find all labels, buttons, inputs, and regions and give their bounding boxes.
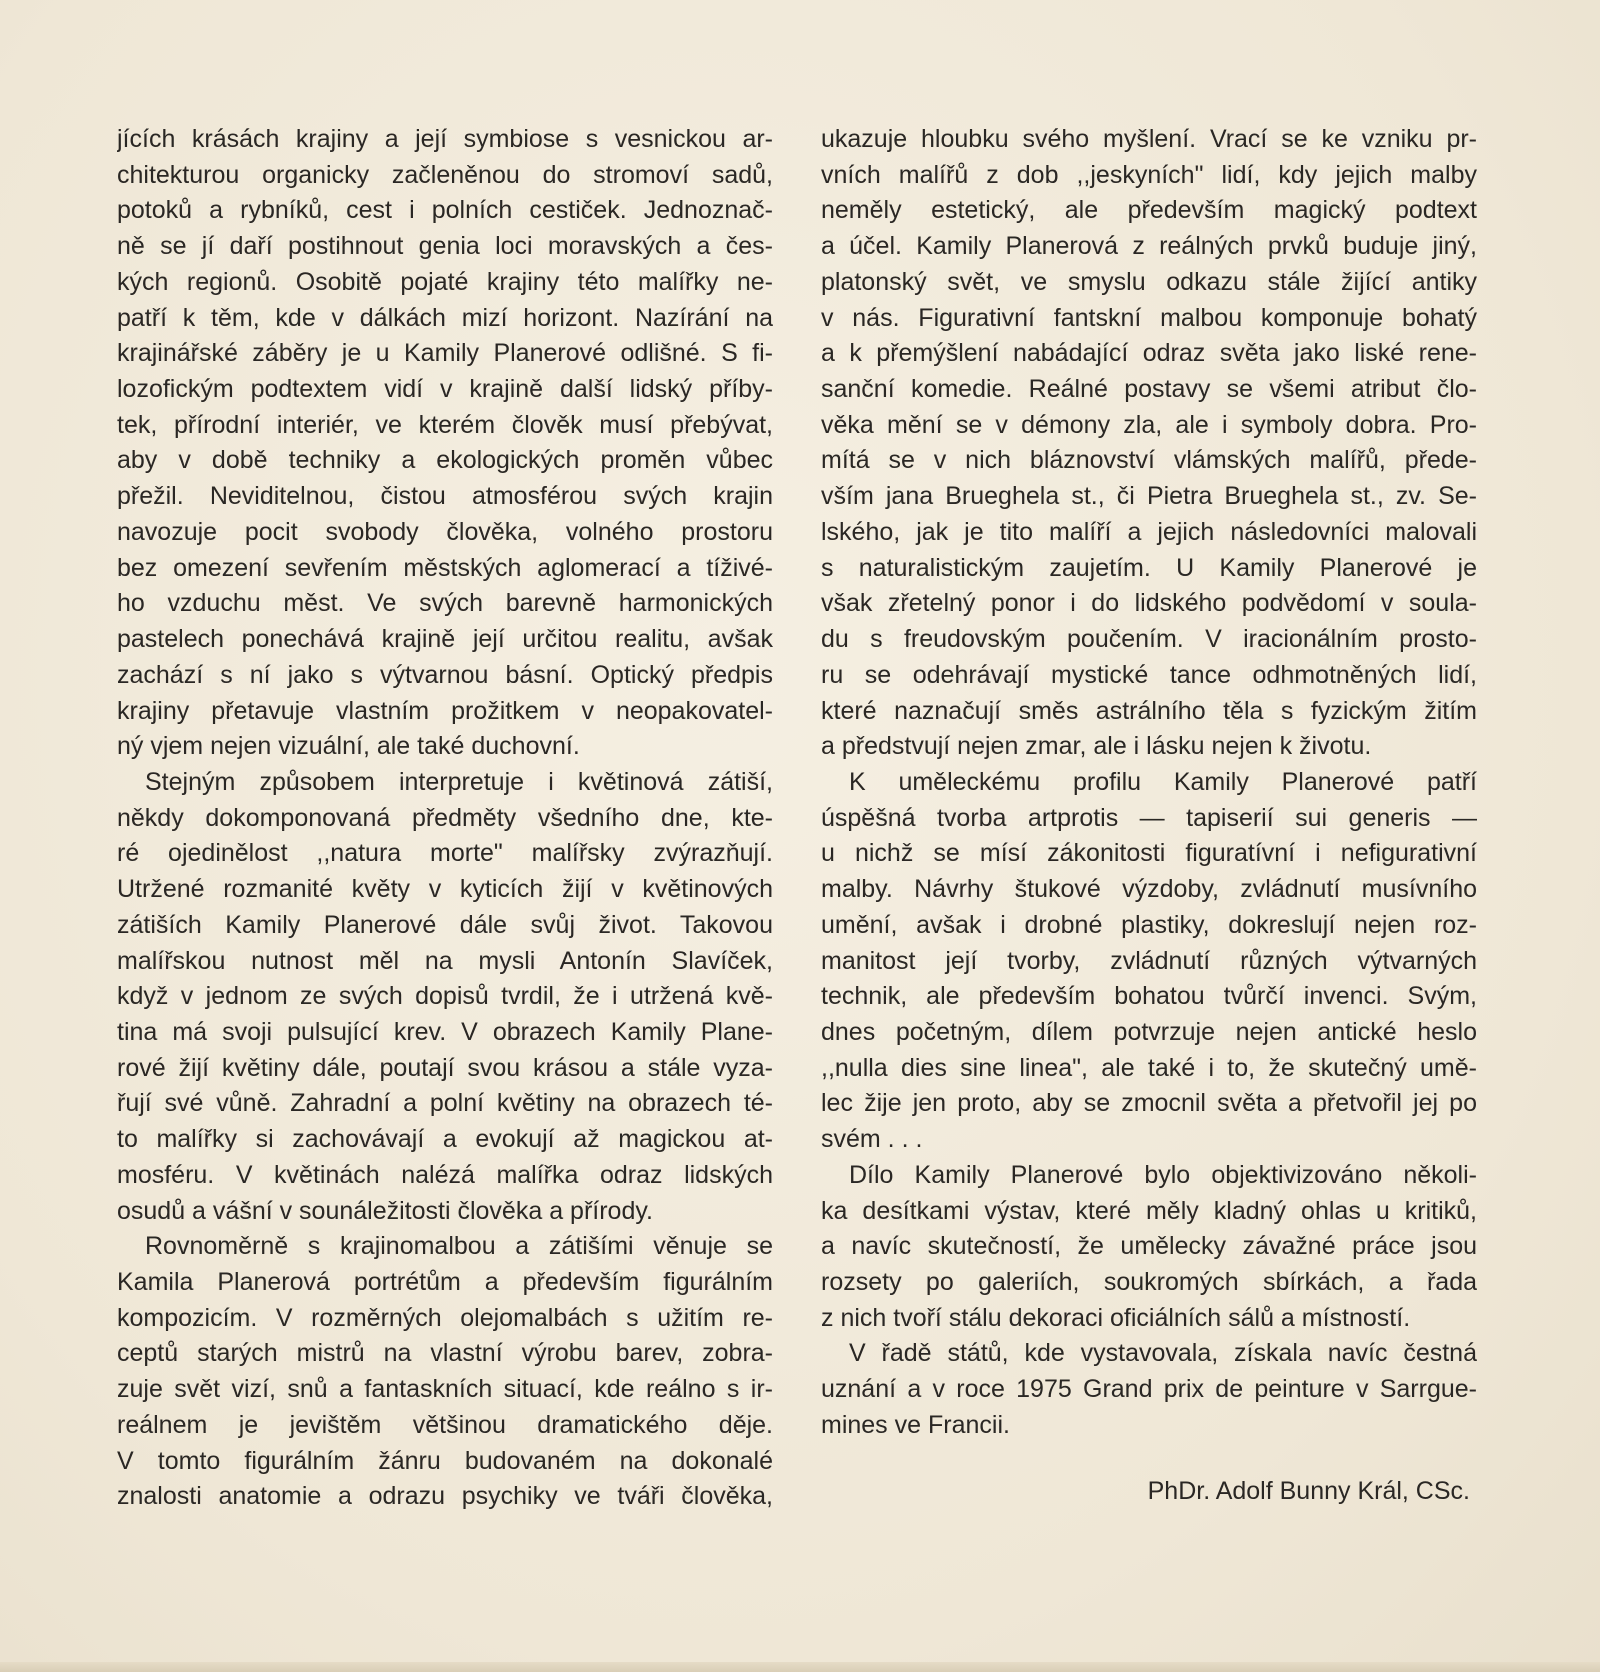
left-column-line: znalosti anatomie a odrazu psychiky ve tváři člověka, <box>117 1482 773 1511</box>
left-column-line: patří k těm, kde v dálkách mizí horizont. Nazírání na <box>117 303 773 332</box>
left-column-line: to malířky si zachovávají a evokují až magickou at- <box>117 1125 773 1154</box>
left-column-line: Stejným způsobem interpretuje i květinová zátiší, <box>145 767 773 796</box>
right-column-line: s naturalistickým zaujetím. U Kamily Planerové je <box>821 553 1477 582</box>
right-column-line: a k přemýšlení nabádající odraz světa jako liské rene- <box>821 339 1477 368</box>
right-column-line: rozsety po galeriích, soukromých sbírkách, a řada <box>821 1268 1477 1296</box>
right-column-line: u nichž se mísí zákonitosti figuratívní i nefigurativní <box>821 839 1477 868</box>
right-column-line: platonský svět, ve smyslu odkazu stále žijící antiky <box>821 267 1477 296</box>
right-column-line: a navíc skutečností, že umělecky závažné práce jsou <box>821 1232 1477 1261</box>
right-column-line: svém . . . <box>821 1125 923 1154</box>
left-column-line: navozuje pocit svobody člověka, volného prostoru <box>117 517 773 546</box>
left-column-line: mosféru. V květinách nalézá malířka odraz lidských <box>117 1160 773 1189</box>
right-column-line: manitost její tvorby, zvládnutí různých výtvarných <box>821 946 1477 975</box>
left-column-line: chitekturou organicky začleněnou do stromoví sadů, <box>117 160 773 189</box>
left-column-line: reálnem je jevištěm většinou dramatického děje. <box>117 1410 773 1439</box>
left-column-line: bez omezení sevřením městských aglomerací a tíživé- <box>117 553 773 582</box>
right-column-line: lec žije jen proto, aby se zmocnil světa a přetvořil jej po <box>821 1089 1477 1118</box>
right-column-line: však zřetelný ponor i do lidského podvědomí v soula- <box>821 589 1477 618</box>
right-column-line: V řadě států, kde vystavovala, získala navíc čestná <box>849 1339 1477 1368</box>
right-column-line: ka desítkami výstav, které měly kladný ohlas u kritiků, <box>821 1196 1477 1225</box>
left-column-line: malířskou nutnost měl na mysli Antonín Slavíček, <box>117 946 773 975</box>
left-column-line: někdy dokomponovaná předměty všedního dne, kte- <box>117 803 773 832</box>
right-column-line: které naznačují směs astrálního těla s fyzickým žitím <box>821 696 1477 725</box>
right-column-line: mítá se v nich bláznovství vlámských malířů, přede- <box>821 446 1477 475</box>
left-column-line: pastelech ponechává krajině její určitou realitu, avšak <box>117 625 773 654</box>
right-column-line: ru se odehrávají mystické tance odhmotněných lidí, <box>821 660 1477 689</box>
right-column-line: ukazuje hloubku svého myšlení. Vrací se ke vzniku pr- <box>821 125 1477 153</box>
right-column-line: K uměleckému profilu Kamily Planerové patří <box>849 767 1477 796</box>
left-column-line: osudů a vášní v sounáležitosti člověka a přírody. <box>117 1196 653 1225</box>
left-column-line: zátiších Kamily Planerové dále svůj život. Takovou <box>117 910 773 939</box>
right-column-line: a předstvují nejen zmar, ale i lásku nejen k životu. <box>821 732 1372 761</box>
left-column-line: ně se jí daří postihnout genia loci moravských a čes- <box>117 232 773 261</box>
left-column-line: tina má svoji pulsující krev. V obrazech Kamily Plane- <box>117 1017 773 1046</box>
left-column-line: V tomto figurálním žánru budovaném na dokonalé <box>117 1446 773 1475</box>
left-column-line: kých regionů. Osobitě pojaté krajiny této malířky ne- <box>117 267 773 296</box>
left-column-line: krajinářské záběry je u Kamily Planerové odlišné. S fi- <box>117 339 773 368</box>
left-column-line: aby v době techniky a ekologických proměn vůbec <box>117 446 773 475</box>
left-column-line: potoků a rybníků, cest i polních cestiček. Jednoznač- <box>117 196 773 225</box>
right-column-line: sanční komedie. Reálné postavy se všemi atribut člo- <box>821 375 1477 404</box>
left-column-line: Kamila Planerová portrétům a především figurálním <box>117 1268 773 1296</box>
left-column-line: řují své vůně. Zahradní a polní květiny na obrazech té- <box>117 1089 773 1118</box>
left-column-line: lozofickým podtextem vidí v krajině další lidský příby- <box>117 375 773 404</box>
right-column-line: ,,nulla dies sine linea", ale také i to, že skutečný umě- <box>821 1053 1477 1082</box>
text-column-left <box>117 122 773 1515</box>
right-column-line: umění, avšak i drobné plastiky, dokreslují nejen roz- <box>821 910 1477 939</box>
text-column-right <box>821 122 1477 1444</box>
left-column-line: Utržené rozmanité květy v kyticích žijí v květinových <box>117 875 773 904</box>
right-column-line: lského, jak je tito malíří a jejich následovníci malovali <box>821 517 1477 546</box>
right-column-line: v nás. Figurativní fantskní malbou komponuje bohatý <box>821 303 1477 332</box>
right-column-line: Dílo Kamily Planerové bylo objektivizováno několi- <box>849 1160 1477 1189</box>
right-column-line: úspěšná tvorba artprotis — tapiserií sui generis — <box>821 803 1477 832</box>
right-column-line: neměly estetický, ale především magický podtext <box>821 196 1477 225</box>
left-column-line: rové žijí květiny dále, poutají svou krásou a stále vyza- <box>117 1053 773 1082</box>
right-column-line: vních malířů z dob ,,jeskyních" lidí, kdy jejich malby <box>821 160 1477 189</box>
left-column-line: Rovnoměrně s krajinomalbou a zátišími věnuje se <box>145 1232 773 1261</box>
left-column-line: ceptů starých mistrů na vlastní výrobu barev, zobra- <box>117 1339 773 1368</box>
right-column-line: a účel. Kamily Planerová z reálných prvků buduje jiný, <box>821 232 1477 261</box>
left-column-line: ho vzduchu měst. Ve svých barevně harmonických <box>117 589 773 618</box>
left-column-line: tek, přírodní interiér, ve kterém člověk musí přebývat, <box>117 410 773 439</box>
right-column-line: uznání a v roce 1975 Grand prix de peinture v Sarrgue- <box>821 1375 1477 1404</box>
left-column-line: zachází s ní jako s výtvarnou básní. Optický předpis <box>117 660 773 689</box>
left-column-line: když v jednom ze svých dopisů tvrdil, že i utržená kvě- <box>117 982 773 1011</box>
left-column-line: zuje svět vizí, snů a fantaskních situací, kde reálno s ir- <box>117 1375 773 1404</box>
right-column-line: mines ve Francii. <box>821 1410 1010 1439</box>
left-column-line: kompozicím. V rozměrných olejomalbách s užitím re- <box>117 1303 773 1332</box>
left-column-line: ný vjem nejen vizuální, ale také duchovní. <box>117 732 580 761</box>
left-column-line: krajiny přetavuje vlastním prožitkem v neopakovatel- <box>117 696 773 725</box>
right-column-line: dnes početným, dílem potvrzuje nejen antické heslo <box>821 1017 1477 1046</box>
right-column-line: vším jana Brueghela st., či Pietra Brueghela st., zv. Se- <box>821 482 1477 511</box>
right-column-line: technik, ale především bohatou tvůrčí invenci. Svým, <box>821 982 1477 1011</box>
right-column-line: z nich tvoří stálu dekoraci oficiálních sálů a místností. <box>821 1303 1411 1332</box>
right-column-line: du s freudovským poučením. V iracionálním prosto- <box>821 625 1477 654</box>
left-column-line: jících krásách krajiny a její symbiose s vesnickou ar- <box>117 125 773 153</box>
page-bottom-edge <box>0 1662 1600 1672</box>
author-signature: PhDr. Adolf Bunny Král, CSc. <box>1147 1477 1470 1505</box>
left-column-line: ré ojedinělost ,,natura morte" malířsky zvýrazňují. <box>117 839 773 868</box>
right-column-line: malby. Návrhy štukové výzdoby, zvládnutí musívního <box>821 875 1477 904</box>
right-column-line: věka mění se v démony zla, ale i symboly dobra. Pro- <box>821 410 1477 439</box>
left-column-line: přežil. Neviditelnou, čistou atmosférou svých krajin <box>117 482 773 511</box>
